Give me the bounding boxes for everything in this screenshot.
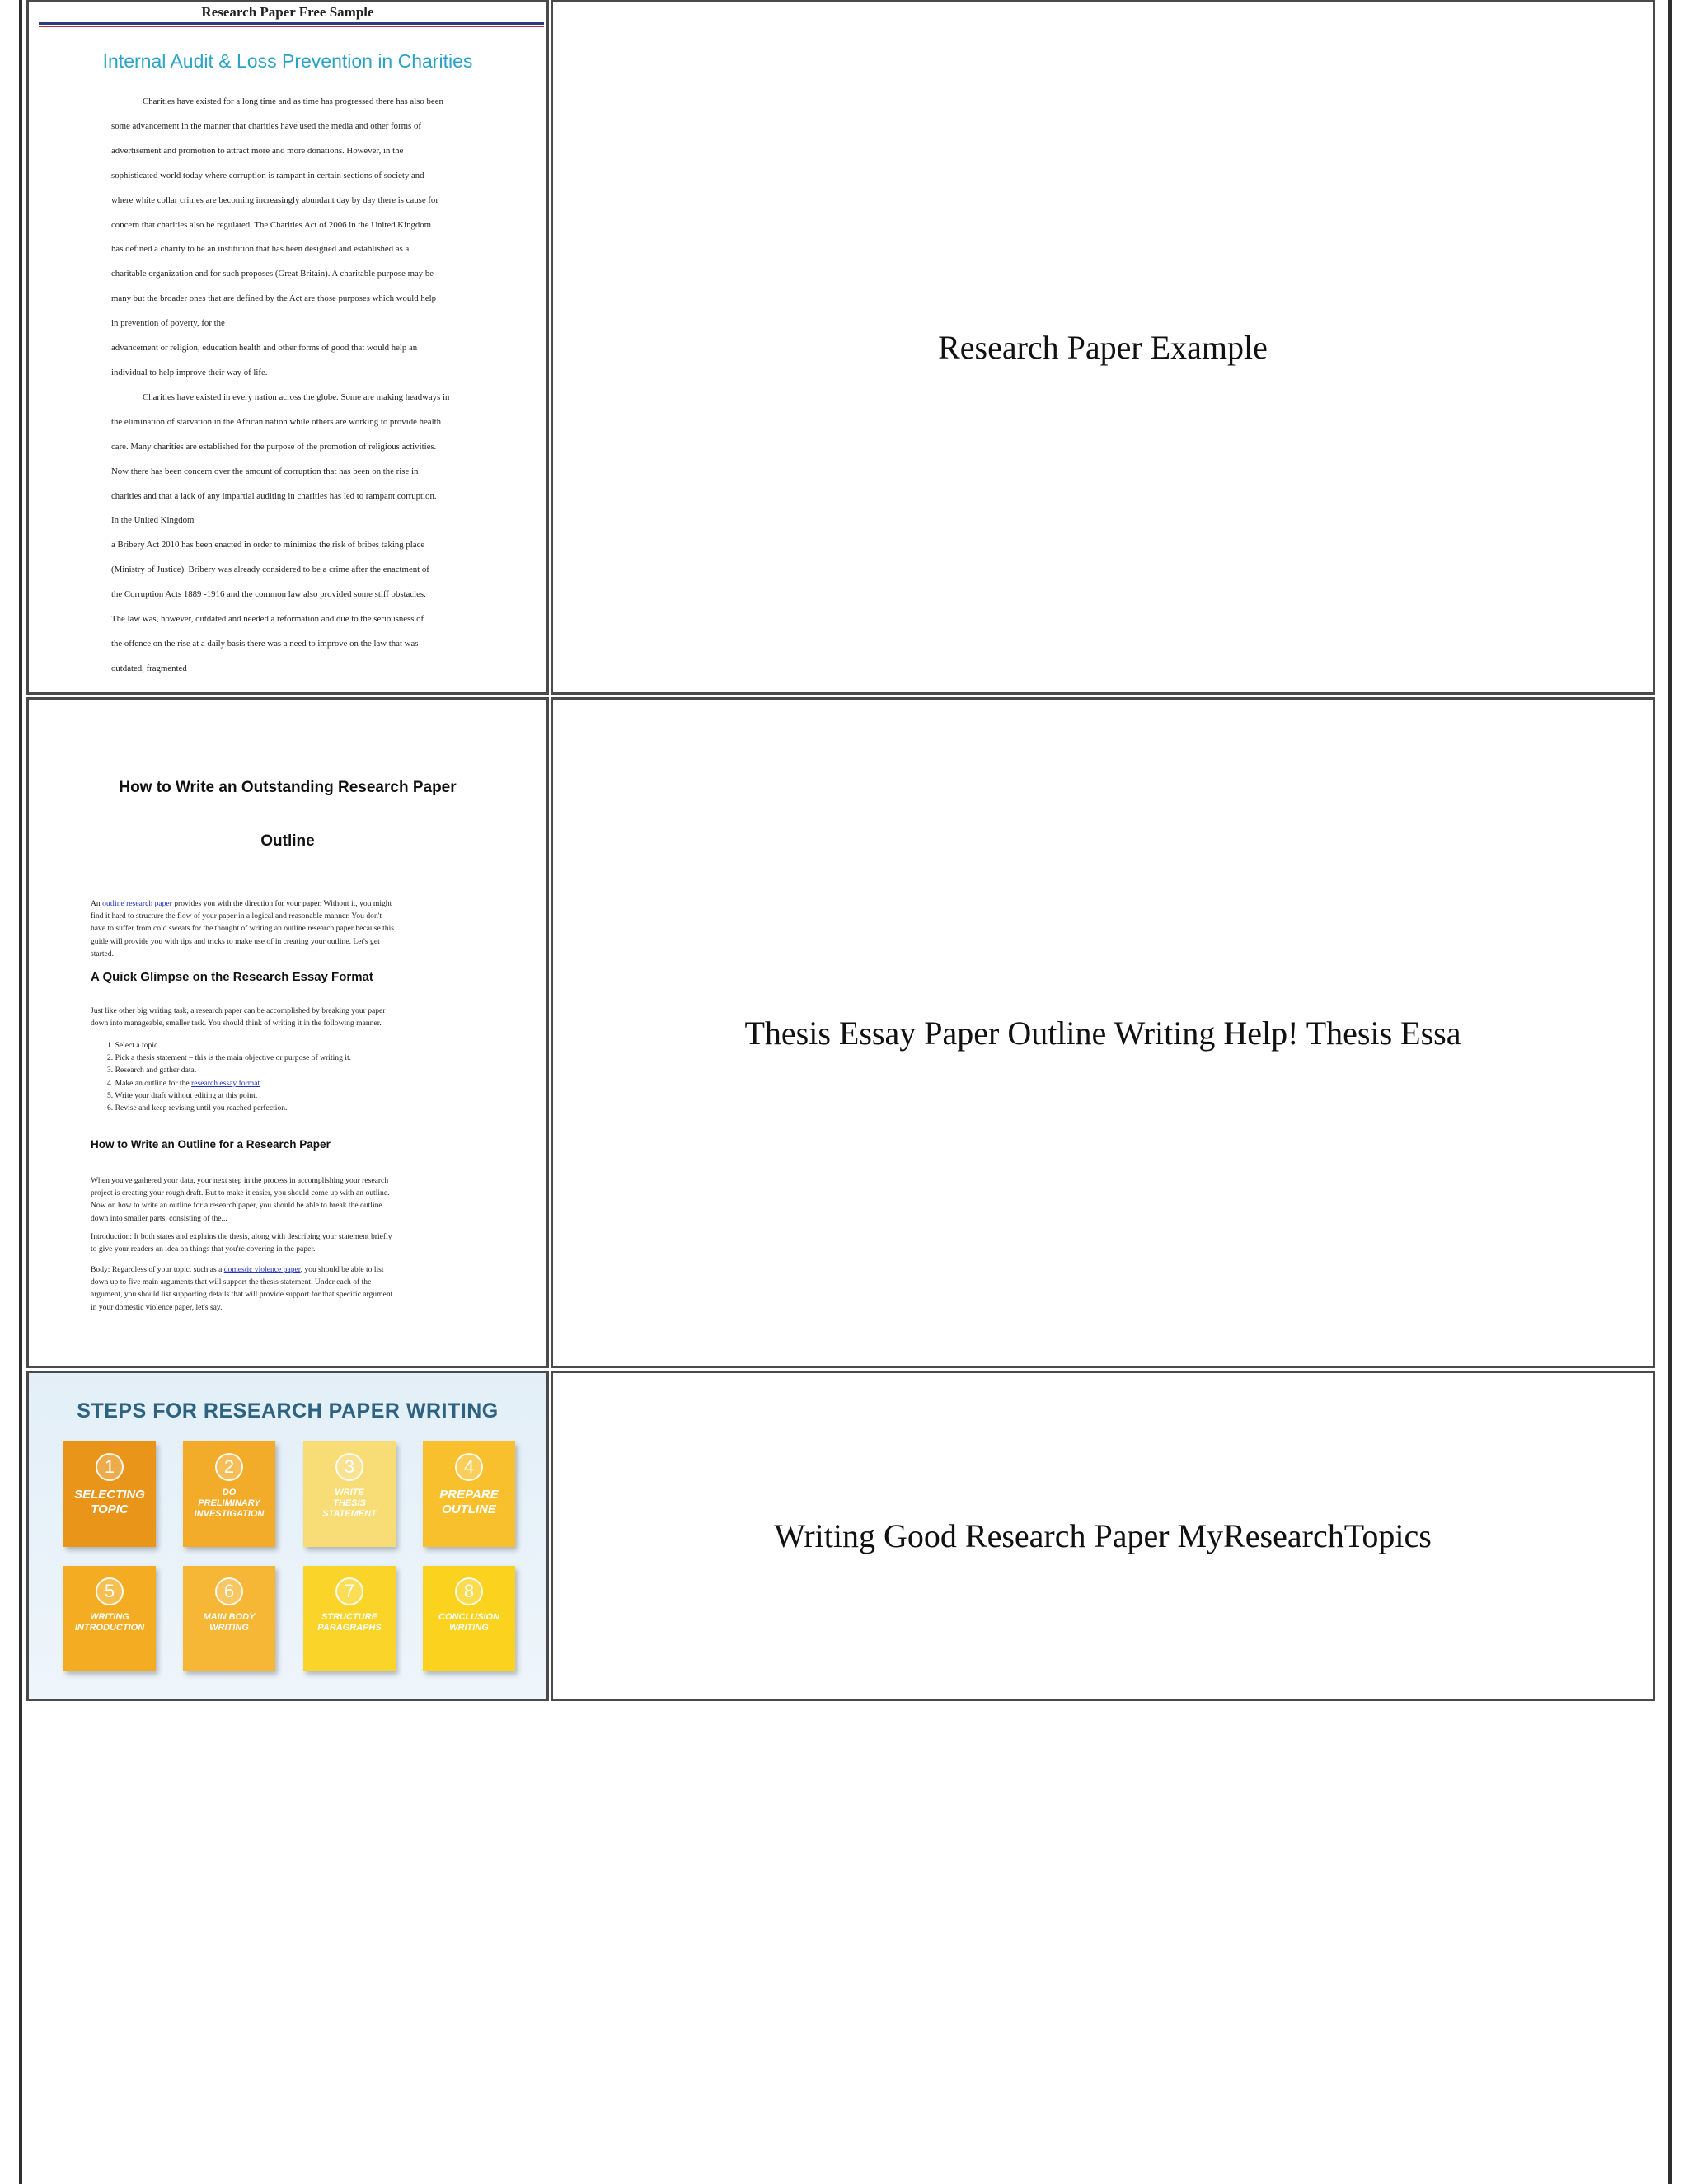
- caption-writing-good-research[interactable]: [551, 1371, 1655, 1701]
- step-label: WRITING INTRODUCTION: [74, 1612, 145, 1633]
- outline-research-paper-link[interactable]: outline research paper: [102, 899, 172, 908]
- essay-line: individual to help improve their way of life.: [111, 367, 268, 377]
- guide-title-line2: Outline: [260, 832, 315, 850]
- header-rule-red: [39, 26, 544, 27]
- caption-thesis-outline[interactable]: [551, 697, 1655, 1368]
- essay-line: Charities have existed in every nation across the globe. Some are making headways in: [143, 391, 450, 402]
- step-number: 8: [455, 1577, 483, 1605]
- essay-line: charitable organization and for such proposes (Great Britain). A charitable purpose may be: [111, 269, 434, 279]
- essay-line: In the United Kingdom: [111, 515, 195, 526]
- step-tile-4: [423, 1441, 515, 1547]
- caption-research-paper-example[interactable]: [551, 0, 1655, 695]
- guide-para1: Just like other big writing task, a research paper can be accomplished by breaking your paper down into manageable, smaller task. You should think of writing it in the following manner.: [91, 1006, 386, 1029]
- step-tile-1: [63, 1441, 156, 1547]
- essay-line: outdated, fragmented: [111, 663, 187, 673]
- domestic-violence-paper-link[interactable]: domestic violence paper: [223, 1265, 301, 1274]
- step-tile-2: [183, 1441, 275, 1547]
- research-essay-format-link[interactable]: research essay format: [191, 1078, 260, 1088]
- essay-line: advertisement and promotion to attract more and more donations. However, in the: [111, 145, 404, 156]
- sample-header: Research Paper Free Sample: [201, 4, 374, 20]
- steps-title: STEPS FOR RESEARCH PAPER WRITING: [77, 1399, 499, 1422]
- step-tile-7: [303, 1566, 396, 1671]
- header-rule-blue: [39, 22, 544, 25]
- essay-line: some advancement in the manner that charities have used the media and other forms of: [111, 120, 421, 131]
- essay-line: care. Many charities are established for the purpose of the promotion of religious activities.: [111, 441, 437, 452]
- essay-line: Charities have existed for a long time and as time has progressed there has also been: [143, 96, 443, 106]
- step-tile-8: [423, 1566, 515, 1671]
- step-label: STRUCTURE PARAGRAPHS: [317, 1612, 382, 1633]
- caption-text: Writing Good Research Paper MyResearchTopics: [774, 1517, 1432, 1554]
- step-label: DO PRELIMINARY INVESTIGATION: [194, 1488, 265, 1519]
- step-tile-5: [63, 1566, 156, 1671]
- essay-line: the elimination of starvation in the African nation while others are working to provide health: [111, 416, 441, 427]
- step-label: SELECTING TOPIC: [74, 1488, 145, 1516]
- essay-line: in prevention of poverty, for the: [111, 318, 225, 329]
- essay-line: a Bribery Act 2010 has been enacted in order to minimize the risk of bribes taking place: [111, 540, 425, 551]
- step-label: MAIN BODY WRITING: [203, 1612, 256, 1633]
- step-number: 6: [215, 1577, 243, 1605]
- sample-title: Internal Audit & Loss Prevention in Charities: [102, 50, 473, 72]
- step-tile-6: [183, 1566, 275, 1671]
- caption-text: Thesis Essay Paper Outline Writing Help! Thesis Essa: [744, 1014, 1461, 1052]
- essay-line: charities and that a lack of any impartial auditing in charities has led to rampant corruption.: [111, 490, 437, 501]
- guide-intro: An outline research paper provides you with the direction for your paper. Without it, you might find it hard to structure the flow of your paper in a logical and reasonable manner. You don't have to suffer from cold sweats for the thought of writing an outline research paper because this guide will provide you with tips and tricks to make use of in creating your outline. Let's get started.: [91, 899, 394, 958]
- guide-heading-format: A Quick Glimpse on the Research Essay Format: [91, 970, 373, 984]
- step-number: 3: [335, 1453, 363, 1481]
- essay-line: sophisticated world today where corruption is rampant in certain sections of society and: [111, 170, 424, 180]
- essay-line: has defined a charity to be an institution that has been designed and established as a: [111, 244, 410, 255]
- guide-title-line1: How to Write an Outstanding Research Paper: [119, 779, 457, 796]
- step-label: CONCLUSION WRITING: [438, 1612, 499, 1633]
- step-number: 1: [96, 1453, 124, 1481]
- thumbnail-steps-diagram[interactable]: [26, 1371, 549, 1701]
- essay-line: the offence on the rise at a daily basis there was a need to improve on the law that was: [111, 638, 419, 649]
- essay-line: many but the broader ones that are defined by the Act are those purposes which would help: [111, 293, 436, 304]
- essay-line: (Ministry of Justice). Bribery was already considered to be a crime after the enactment of: [111, 565, 429, 575]
- essay-line: the Corruption Acts 1889 -1916 and the common law also provided some stiff obstacles.: [111, 589, 426, 600]
- step-label: PREPARE OUTLINE: [439, 1488, 499, 1516]
- guide-steps-list: 1. Select a topic. 2. Pick a thesis statement – this is the main objective or purpose of writing it. 3. Research and gather data. 4. Make an outline for the research essay format. 5. Write your draft without editing at this point. 6. Revise and keep revising until you reached perfection.: [107, 1041, 352, 1113]
- caption-text: Research Paper Example: [938, 329, 1268, 366]
- guide-heading-outline: How to Write an Outline for a Research Paper: [91, 1138, 331, 1151]
- step-number: 7: [335, 1577, 363, 1605]
- step-tile-3: [303, 1441, 396, 1547]
- thumbnail-outline-guide[interactable]: [26, 697, 549, 1368]
- step-number: 4: [455, 1453, 483, 1481]
- essay-line: where white collar crimes are becoming increasingly abundant day by day there is cause for: [111, 194, 438, 205]
- guide-para-body: Body: Regardless of your topic, such as a domestic violence paper, you should be able to list down up to five main arguments that will support the thesis statement. Under each of the argument, you should list supporting details that will provide support for that specific argument in your domestic violence paper, let's say.: [91, 1265, 393, 1312]
- essay-line: The law was, however, outdated and needed a reformation and due to the seriousness of: [111, 614, 424, 625]
- thumbnail-research-sample[interactable]: [26, 0, 549, 695]
- step-number: 5: [96, 1577, 124, 1605]
- essay-line: Now there has been concern over the amount of corruption that has been on the rise in: [111, 466, 419, 476]
- essay-line: concern that charities also be regulated. The Charities Act of 2006 in the United Kingdom: [111, 219, 432, 230]
- guide-para2: When you've gathered your data, your next step in the process in accomplishing your research project is creating your rough draft. But to make it easier, you should come up with an outline. Now on how to write an outline for a research paper, you should be able to break the outline down into smaller parts, consisting of the...: [91, 1176, 390, 1223]
- sample-body-text: [111, 90, 548, 682]
- essay-line: advancement or religion, education health and other forms of good that would help an: [111, 343, 418, 354]
- step-number: 2: [215, 1453, 243, 1481]
- guide-para3: Introduction: It both states and explains the thesis, along with describing your statement briefly to give your readers an idea on things that you're covering in the paper.: [91, 1232, 392, 1254]
- step-label: WRITE THESIS STATEMENT: [322, 1488, 377, 1519]
